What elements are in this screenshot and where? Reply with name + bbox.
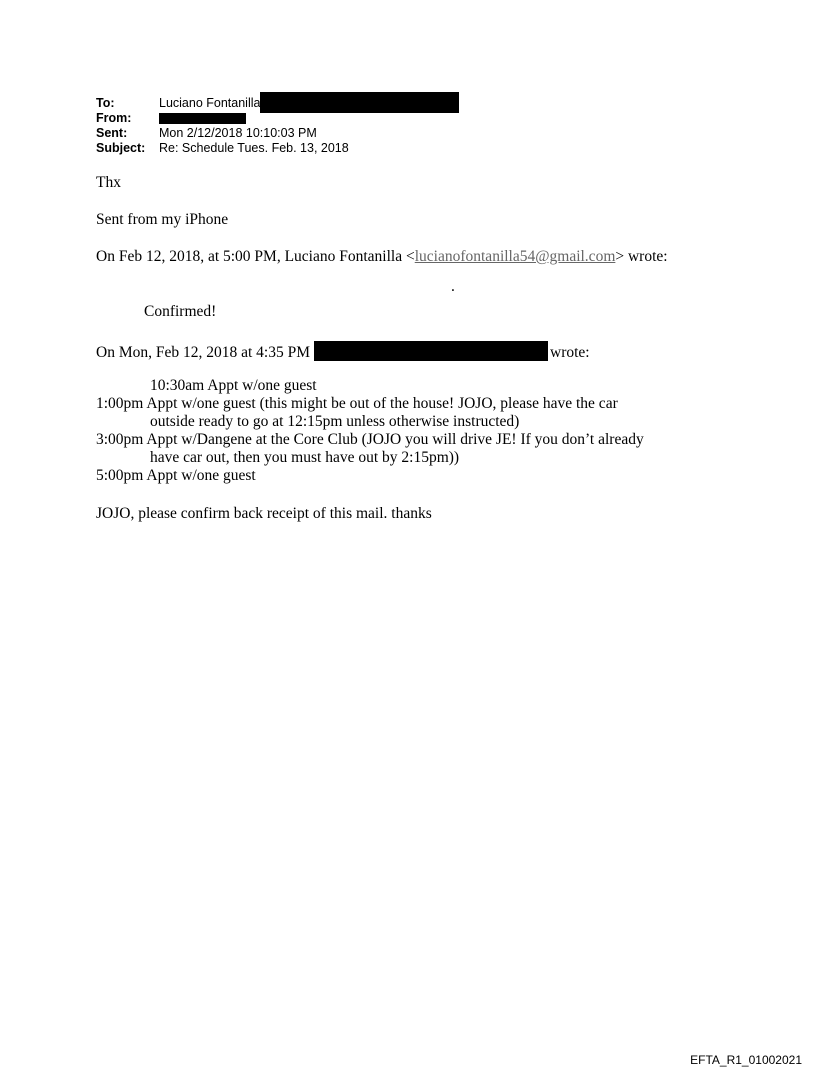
closing-text: JOJO, please confirm back receipt of this mail. thanks <box>96 505 432 522</box>
quote-header-1-prefix: On Feb 12, 2018, at 5:00 PM, Luciano Fontanilla < <box>96 248 415 265</box>
quote-header-1-suffix: > wrote: <box>615 248 668 265</box>
schedule-line: 10:30am Appt w/one guest <box>150 377 317 394</box>
redaction-block <box>314 341 548 361</box>
confirmed-text: Confirmed! <box>144 303 217 320</box>
schedule-line: outside ready to go at 12:15pm unless otherwise instructed) <box>150 413 520 430</box>
quote-header-2-suffix: wrote: <box>550 344 590 361</box>
document-id: EFTA_R1_01002021 <box>690 1053 802 1067</box>
schedule-line: have car out, then you must have out by 2:15pm)) <box>150 449 460 466</box>
redaction-block <box>159 113 246 124</box>
to-row <box>96 96 459 111</box>
from-value <box>159 111 246 126</box>
reply-text: Thx <box>96 174 121 191</box>
to-value <box>159 96 459 111</box>
sent-row <box>96 126 459 141</box>
quote-header-2 <box>96 341 590 362</box>
from-label: From: <box>96 111 132 125</box>
quote-header-1 <box>96 248 668 266</box>
schedule-line: 1:00pm Appt w/one guest (this might be out of the house! JOJO, please have the car <box>96 395 618 412</box>
to-name: Luciano Fontanilla <box>159 96 261 110</box>
schedule-line: 5:00pm Appt w/one guest <box>96 467 256 484</box>
dot-text: . <box>451 278 455 295</box>
sent-value: Mon 2/12/2018 10:10:03 PM <box>159 126 317 140</box>
redaction-block <box>260 92 459 113</box>
email-header <box>96 96 459 156</box>
sent-label: Sent: <box>96 126 128 140</box>
signature-text: Sent from my iPhone <box>96 211 229 228</box>
subject-label: Subject: <box>96 141 146 155</box>
from-row <box>96 111 459 126</box>
subject-row <box>96 141 459 156</box>
schedule-line: 3:00pm Appt w/Dangene at the Core Club (JOJO you will drive JE! If you don’t already <box>96 431 644 448</box>
email-link[interactable]: lucianofontanilla54@gmail.com <box>414 248 616 265</box>
subject-value: Re: Schedule Tues. Feb. 13, 2018 <box>159 141 349 155</box>
quote-header-2-prefix: On Mon, Feb 12, 2018 at 4:35 PM <box>96 344 310 361</box>
to-label: To: <box>96 96 115 110</box>
